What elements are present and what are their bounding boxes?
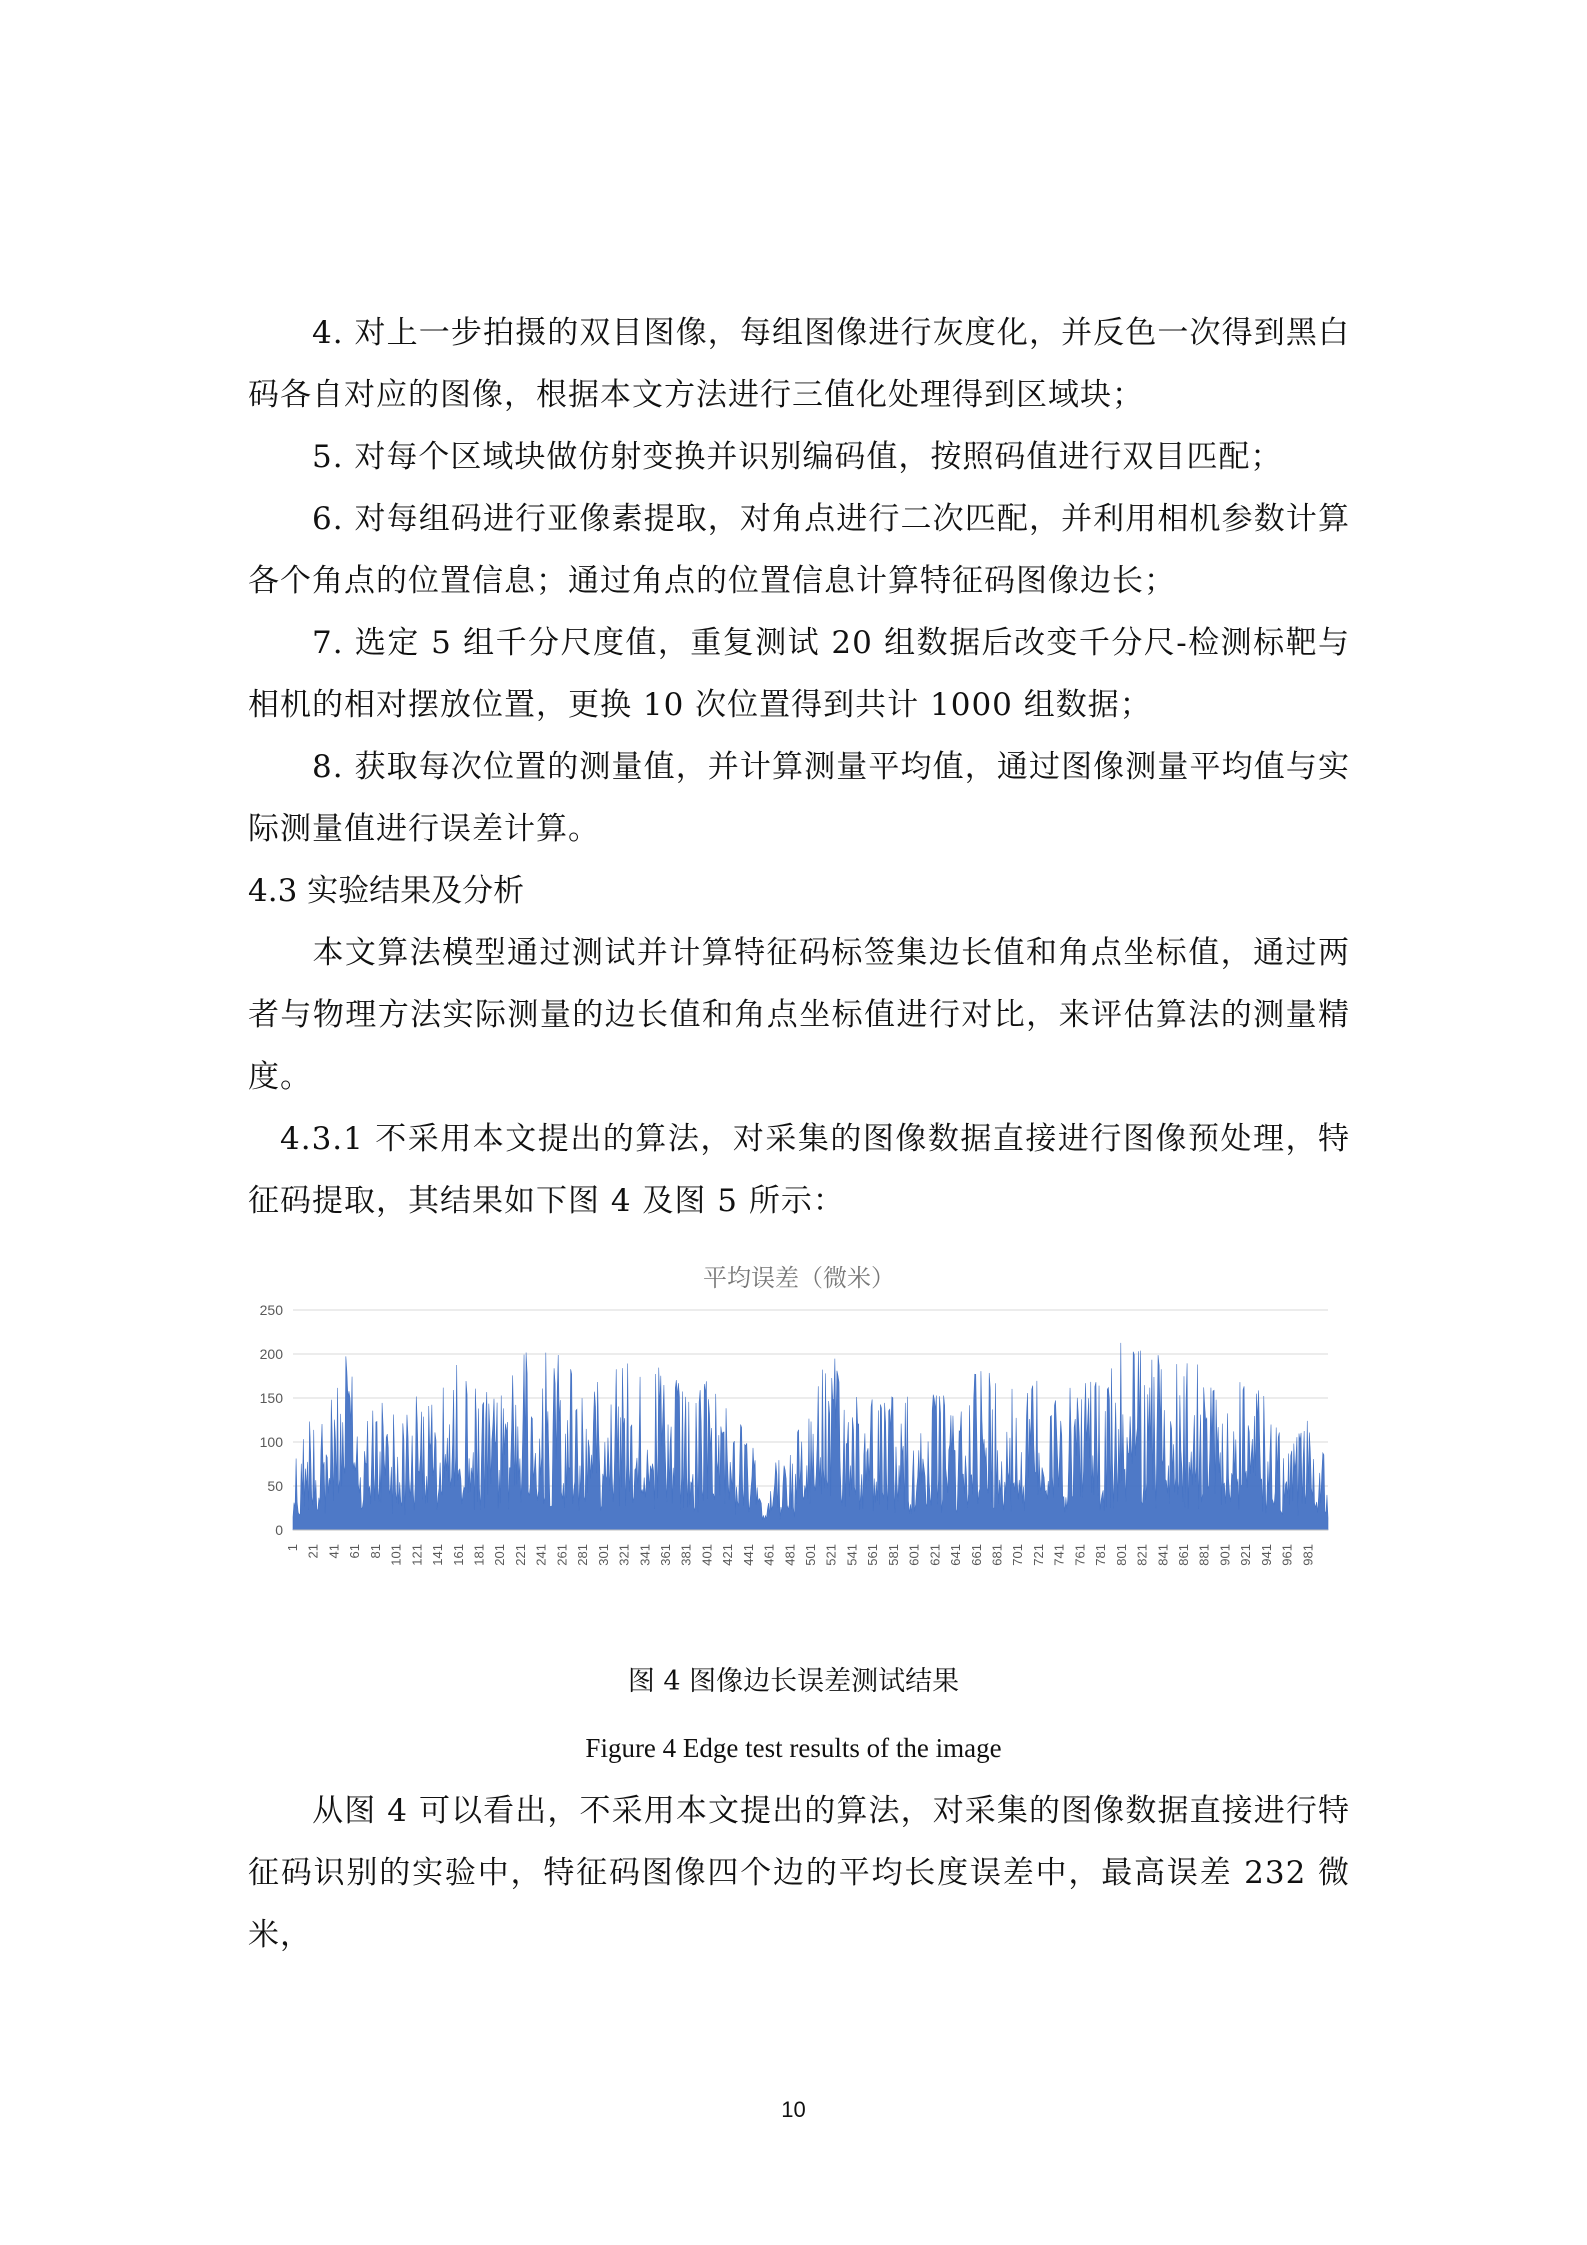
paragraph-step-4-text: 4. 对上一步拍摄的双目图像，每组图像进行灰度化，并反色一次得到黑白码各自对应的图像，根据本文方法进行三值化处理得到区域块； xyxy=(248,315,1350,413)
x-tick-label: 721 xyxy=(1030,1544,1046,1566)
paragraph-results-intro-text: 本文算法模型通过测试并计算特征码标签集边长值和角点坐标值，通过两者与物理方法实际测量的边长值和角点坐标值进行对比，来评估算法的测量精度。 xyxy=(248,935,1350,1095)
x-tick-label: 241 xyxy=(533,1544,549,1566)
x-tick-label: 181 xyxy=(471,1544,487,1566)
x-tick-label: 61 xyxy=(347,1544,363,1559)
x-tick-label: 421 xyxy=(720,1544,736,1566)
figure-caption-cn: 图 4 图像边长误差测试结果 xyxy=(627,1666,960,1697)
page-number: 10 xyxy=(781,2097,806,2122)
y-tick-label: 50 xyxy=(267,1478,283,1494)
x-tick-label: 701 xyxy=(1010,1544,1026,1566)
x-tick-label: 461 xyxy=(761,1544,777,1566)
x-tick-label: 741 xyxy=(1051,1544,1067,1566)
x-tick-label: 801 xyxy=(1113,1544,1129,1566)
x-tick-label: 921 xyxy=(1238,1544,1254,1566)
y-tick-label: 250 xyxy=(259,1302,283,1318)
figure-caption-en: Figure 4 Edge test results of the image xyxy=(585,1733,1002,1763)
x-tick-label: 621 xyxy=(927,1544,943,1566)
x-tick-label: 881 xyxy=(1196,1544,1212,1566)
x-tick-label: 941 xyxy=(1258,1544,1274,1566)
x-tick-label: 501 xyxy=(803,1544,819,1566)
x-tick-label: 821 xyxy=(1134,1544,1150,1566)
error-area-chart xyxy=(248,1300,1350,1640)
paragraph-step-4 xyxy=(248,302,1350,426)
x-tick-label: 981 xyxy=(1300,1544,1316,1566)
paragraph-subsection xyxy=(248,1108,1350,1232)
x-tick-label: 1 xyxy=(285,1544,300,1552)
x-tick-label: 101 xyxy=(388,1544,404,1566)
x-tick-label: 261 xyxy=(554,1544,570,1566)
x-tick-label: 161 xyxy=(450,1544,466,1566)
x-tick-label: 401 xyxy=(699,1544,715,1566)
chart-title: 平均误差（微米） xyxy=(703,1264,895,1292)
error-series-area xyxy=(293,1343,1328,1530)
x-tick-label: 281 xyxy=(575,1544,591,1566)
x-tick-label: 301 xyxy=(595,1544,611,1566)
paragraph-subsection-text: 4.3.1 不采用本文提出的算法，对采集的图像数据直接进行图像预处理，特征码提取，其结果如下图 4 及图 5 所示： xyxy=(248,1121,1350,1219)
paragraph-step-6-text: 6. 对每组码进行亚像素提取，对角点进行二次匹配，并利用相机参数计算各个角点的位置信息；通过角点的位置信息计算特征码图像边长； xyxy=(248,501,1350,599)
x-tick-label: 661 xyxy=(968,1544,984,1566)
x-tick-label: 41 xyxy=(326,1544,342,1559)
paragraph-step-5 xyxy=(248,426,1350,488)
x-tick-label: 81 xyxy=(367,1544,383,1559)
x-tick-label: 481 xyxy=(782,1544,798,1566)
x-tick-label: 581 xyxy=(885,1544,901,1566)
x-tick-label: 961 xyxy=(1279,1544,1295,1566)
paragraph-step-7 xyxy=(248,612,1350,736)
x-tick-label: 561 xyxy=(865,1544,881,1566)
x-tick-label: 601 xyxy=(906,1544,922,1566)
x-tick-label: 541 xyxy=(844,1544,860,1566)
paragraph-step-8-text: 8. 获取每次位置的测量值，并计算测量平均值，通过图像测量平均值与实际测量值进行误差计算。 xyxy=(248,749,1350,847)
x-tick-label: 121 xyxy=(409,1544,425,1566)
x-tick-label: 841 xyxy=(1155,1544,1171,1566)
x-tick-label: 221 xyxy=(512,1544,528,1566)
paragraph-step-7-text: 7. 选定 5 组千分尺度值，重复测试 20 组数据后改变千分尺-检测标靶与相机的相对摆放位置，更换 10 次位置得到共计 1000 组数据； xyxy=(248,625,1350,723)
x-tick-label: 681 xyxy=(989,1544,1005,1566)
x-tick-label: 141 xyxy=(430,1544,446,1566)
x-tick-label: 521 xyxy=(823,1544,839,1566)
y-tick-label: 0 xyxy=(275,1522,283,1538)
x-tick-label: 361 xyxy=(657,1544,673,1566)
paragraph-analysis xyxy=(248,1780,1350,1966)
x-tick-label: 861 xyxy=(1175,1544,1191,1566)
paragraph-step-6 xyxy=(248,488,1350,612)
x-tick-label: 21 xyxy=(305,1544,321,1559)
y-tick-label: 150 xyxy=(259,1390,283,1406)
paragraph-results-intro xyxy=(248,922,1350,1108)
section-heading: 4.3 实验结果及分析 xyxy=(248,873,525,909)
x-tick-label: 761 xyxy=(1072,1544,1088,1566)
x-tick-label: 381 xyxy=(678,1544,694,1566)
x-tick-label: 341 xyxy=(637,1544,653,1566)
paragraph-analysis-text: 从图 4 可以看出，不采用本文提出的算法，对采集的图像数据直接进行特征码识别的实验中，特征码图像四个边的平均长度误差中，最高误差 232 微米， xyxy=(248,1793,1350,1953)
y-tick-label: 100 xyxy=(259,1434,283,1450)
chart-container xyxy=(248,1250,1350,1650)
x-tick-label: 641 xyxy=(948,1544,964,1566)
x-tick-label: 901 xyxy=(1217,1544,1233,1566)
x-tick-label: 781 xyxy=(1093,1544,1109,1566)
y-tick-label: 200 xyxy=(259,1346,283,1362)
x-tick-label: 201 xyxy=(492,1544,508,1566)
paragraph-step-5-text: 5. 对每个区域块做仿射变换并识别编码值，按照码值进行双目匹配； xyxy=(312,439,1283,475)
x-tick-label: 321 xyxy=(616,1544,632,1566)
paragraph-step-8 xyxy=(248,736,1350,860)
x-tick-label: 441 xyxy=(740,1544,756,1566)
